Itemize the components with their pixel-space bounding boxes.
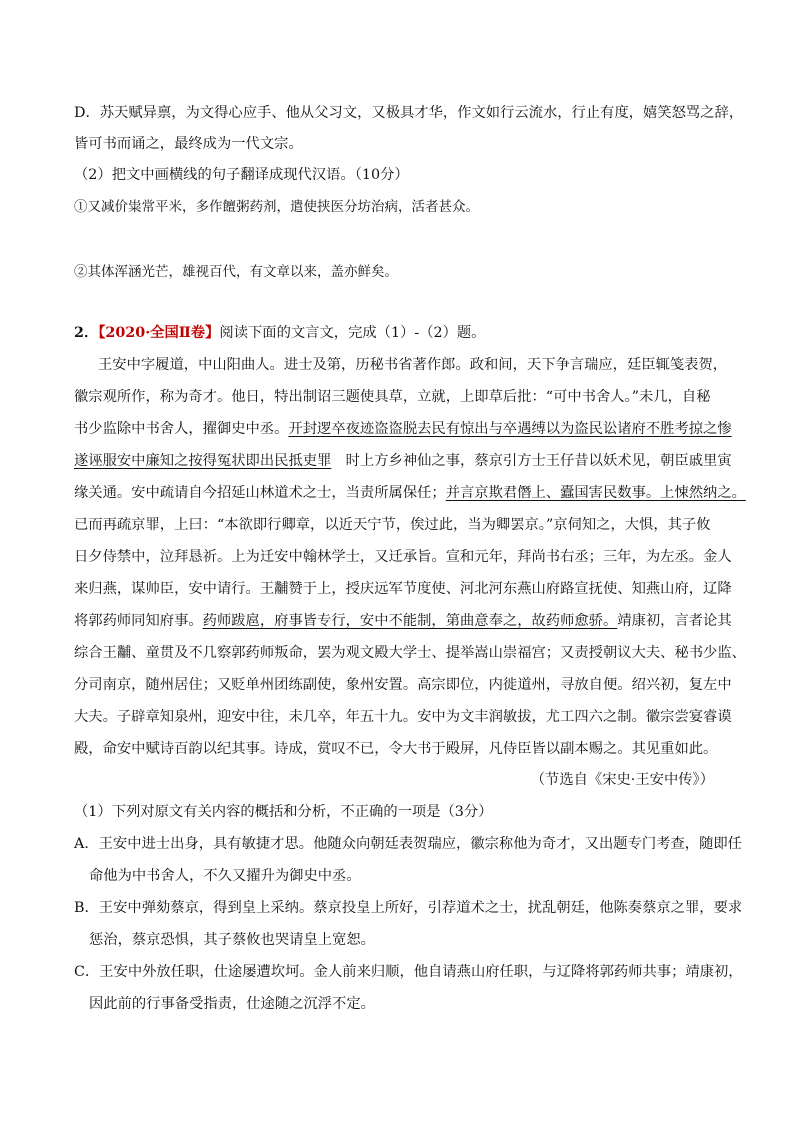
passage-text: 书少监除中书舍人，擢御史中丞。 xyxy=(74,421,289,437)
option-c-line1: C．王安中外放任职，仕途屡遭坎坷。金人前来归顺，他自请燕山府任职，与辽降将郭药师共事；靖康初， xyxy=(74,964,743,980)
passage-line xyxy=(74,419,732,439)
question-number: 2． xyxy=(74,325,99,341)
sentence-1: ①又减价粜常平米，多作饘粥药剂，遣使挟医分坊治病，活者甚众。 xyxy=(74,199,479,215)
passage-line: 王安中字履道，中山阳曲人。进士及第，历秘书省著作郎。政和间，天下争言瑞应，廷臣辄笺表贺， xyxy=(98,357,728,373)
passage-text: 将郭药师同知府事。 xyxy=(74,613,203,629)
exam-tag: 【2020·全国Ⅱ卷】 xyxy=(98,325,220,341)
option-a-line1: A．王安中进士出身，具有敏捷才思。他随众向朝廷表贺瑞应，徽宗称他为奇才，又出题专门考查，随即任 xyxy=(74,836,742,852)
sub-question-1-stem: （1）下列对原文有关内容的概括和分析，不正确的一项是（3分） xyxy=(74,804,493,820)
passage-source: （节选自《宋史·王安中传》） xyxy=(530,772,714,788)
underlined-sentence-3: 药师跋扈，府事皆专行，安中不能制，第曲意奉之，故药师愈骄。 xyxy=(202,613,618,629)
option-b-line2: 惩治，蔡京恐惧，其子蔡攸也哭请皇上宽恕。 xyxy=(89,932,375,948)
passage-line: 殿，命安中赋诗百韵以纪其事。诗成，赏叹不已，令大书于殿屏，凡侍臣皆以副本赐之。其见重如此。 xyxy=(74,741,718,757)
question-header xyxy=(74,323,485,343)
passage-line xyxy=(74,611,732,631)
passage-line: 大夫。子辟章知泉州，迎安中往，未几卒，年五十九。安中为文丰润敏拔，尤工四六之制。徽宗尝宴睿谟 xyxy=(74,709,732,725)
passage-line xyxy=(74,483,746,503)
sentence-2: ②其体浑涵光芒，雄视百代，有文章以来，盖亦鲜矣。 xyxy=(74,264,398,280)
underlined-sentence-1: 开封逻卒夜迹盗盗脱去民有惊出与卒遇缚以为盗民讼诸府不胜考掠之惨 xyxy=(288,421,732,437)
question-2-stem: （2）把文中画横线的句子翻译成现代汉语。（10分） xyxy=(74,167,409,183)
passage-text: 靖康初，言者论其 xyxy=(617,613,732,629)
passage-line: 综合王黼、童贯及不几察郭药师叛命，罢为观文殿大学士、提举嵩山崇福宫；又责授朝议大夫、秘书少监、 xyxy=(74,645,746,661)
option-b-line1: B．王安中弹劾蔡京，得到皇上采纳。蔡京投皇上所好，引荐道术之士，扰乱朝廷，他陈奏蔡京之罪，要求 xyxy=(74,900,743,916)
option-a-line2: 命他为中书舍人，不久又擢升为御史中丞。 xyxy=(89,868,361,884)
passage-line: 日夕侍禁中，泣拜恳祈。上为迁安中翰林学士，又迁承旨。宣和元年，拜尚书右丞；三年，为左丞。金人 xyxy=(74,549,732,565)
option-d-line2: 皆可书而诵之，最终成为一代文宗。 xyxy=(74,136,303,152)
passage-line: 来归燕，谋帅臣，安中请行。王黼赞于上，授庆远军节度使、河北河东燕山府路宣抚使、知燕山府，辽降 xyxy=(74,581,732,597)
passage-line: 已而再疏京罪，上曰：“本欲即行卿章，以近天宁节，俟过此，当为卿罢京。”京伺知之，大惧，其子攸 xyxy=(74,517,711,533)
underlined-sentence-2: 并言京欺君僭上、蠹国害民数事。上悚然纳之。 xyxy=(445,485,746,501)
passage-text: 时上方乡神仙之事，蔡京引方士王仔昔以妖术见，朝臣戚里寅 xyxy=(331,453,732,469)
passage-text: 缘关通。安中疏请自今招延山林道术之士，当责所属保任； xyxy=(74,485,446,501)
option-d-line1: D．苏天赋异禀，为文得心应手、他从父习文，又极具才华，作文如行云流水，行止有度，嬉笑怒骂之辞， xyxy=(74,105,744,121)
passage-line: 徽宗观所作，称为奇才。他日，特出制诏三题使具草，立就，上即草后批：“可中书舍人。”未几，自秘 xyxy=(74,389,711,405)
option-c-line2: 因此前的行事备受指责，仕途随之沉浮不定。 xyxy=(89,996,375,1012)
passage-line: 分司南京，随州居住；又贬单州团练副使，象州安置。高宗即位，内徙道州，寻放自便。绍兴初，复左中 xyxy=(74,677,732,693)
underlined-sentence-1-cont: 遂诬服安中廉知之按得冤状即出民抵吏罪 xyxy=(74,453,332,469)
passage-line xyxy=(74,451,732,471)
question-instruction: 阅读下面的文言文，完成（1）-（2）题。 xyxy=(219,325,486,341)
